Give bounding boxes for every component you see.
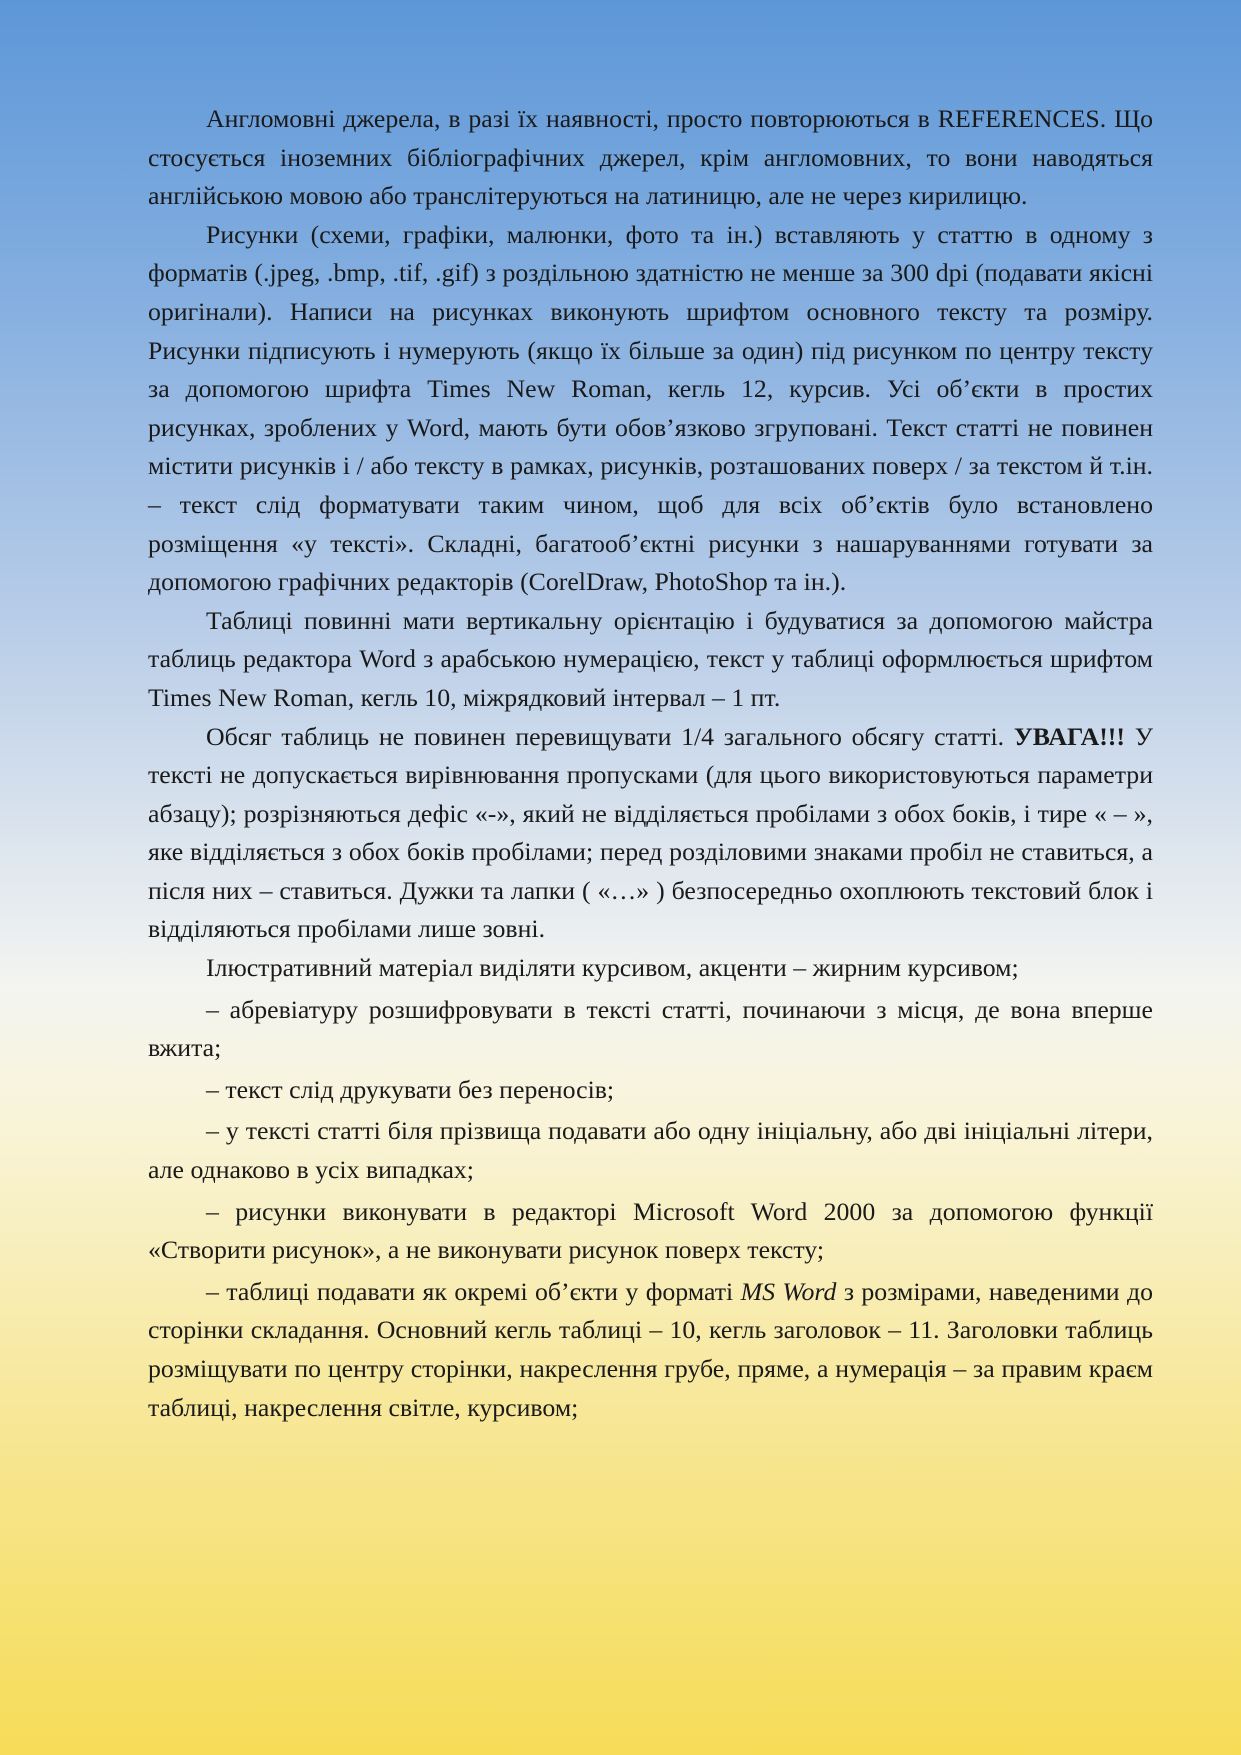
tables-format-rest: з розмірами, наведеними до сторінки складання. Основний кегль таблиці – 10, кегль заголовок – 11. Заголовки таблиць розміщувати по центру сторінки, накреслення грубе, пряме, а нумерація – за правим краєм таблиці, накреслення світле, курсивом; <box>148 1276 1154 1422</box>
list-item-initials: – у тексті статті біля прізвища подавати або одну ініціальну, або дві ініціальні літери, але однаково в усіх випадках; <box>148 1116 1153 1185</box>
paragraph-illustrative-material: Ілюстративний матеріал виділяти курсивом, акценти – жирним курсивом; <box>206 953 1019 983</box>
list-item-abbreviations: – абревіатуру розшифровувати в тексті статті, починаючи з місця, де вона вперше вжита; <box>148 994 1153 1063</box>
tables-format-text: – таблиці подавати як окремі об’єкти у форматі <box>206 1276 741 1306</box>
list-item-no-hyphenation: – текст слід друкувати без переносів; <box>206 1074 615 1104</box>
paragraph-tables-orientation: Таблиці повинні мати вертикальну орієнтацію і будуватися за допомогою майстра таблиць редактора Word з арабською нумерацією, текст у таблиці оформлюється шрифтом Times New Roman, кегль 10, міжрядковий інтервал – 1 пт. <box>148 605 1153 712</box>
list-item-drawings: – рисунки виконувати в редакторі Microsoft Word 2000 за допомогою функції «Створити рисунок», а не виконувати рисунок поверх тексту; <box>148 1196 1153 1265</box>
paragraph-english-sources: Англомовні джерела, в разі їх наявності, просто повторюються в REFERENCES. Що стосується іноземних бібліографічних джерел, крім англомовних, то вони наводяться англійською мовою або транслітеруються на латиницю, але не через кирилицю. <box>148 104 1153 211</box>
paragraph-tables-volume <box>148 718 1153 950</box>
list-item-tables-format <box>148 1273 1153 1427</box>
tables-volume-text: Обсяг таблиць не повинен перевищувати 1/4 загального обсягу статті. <box>206 721 1014 751</box>
warning-label: УВАГА!!! <box>1013 721 1125 751</box>
page-text <box>148 100 1153 1427</box>
paragraph-figures: Рисунки (схеми, графіки, малюнки, фото та ін.) вставляють у статтю в одному з форматів (.jpeg, .bmp, .tif, .gif) з роздільною здатністю не менше за 300 dpi (подавати якісні оригінали). Написи на рисунках виконують шрифтом основного тексту та розміру. Рисунки підписують і нумерують (якщо їх більше за один) під рисунком по центру тексту за допомогою шрифта Times New Roman, кегль 12, курсив. Усі об’єкти в простих рисунках, зроблених у Word, мають бути обов’язково згруповані. Текст статті не повинен містити рисунків і / або тексту в рамках, рисунків, розташованих поверх / за текстом й т.ін. – текст слід форматувати таким чином, щоб для всіх об’єктів було встановлено розміщення «у тексті». Складні, багатооб’єктні рисунки з нашаруваннями готувати за допомогою графічних редакторів (CorelDraw, PhotoShop та ін.). <box>148 219 1153 597</box>
ms-word-label: MS Word <box>740 1276 837 1306</box>
spacing-rules-text: У тексті не допускається вирівнювання пропусками (для цього використовуються параметри абзацу); розрізняються дефіс «-», який не відділяється пробілами з обох боків, і тире « – », яке відділяється з обох боків пробілами; перед розділовими знаками пробіл не ставиться, а після них – ставиться. Дужки та лапки ( «…» ) безпосередньо охоплюють текстовий блок і відділяються пробілами лише зовні. <box>148 721 1153 944</box>
